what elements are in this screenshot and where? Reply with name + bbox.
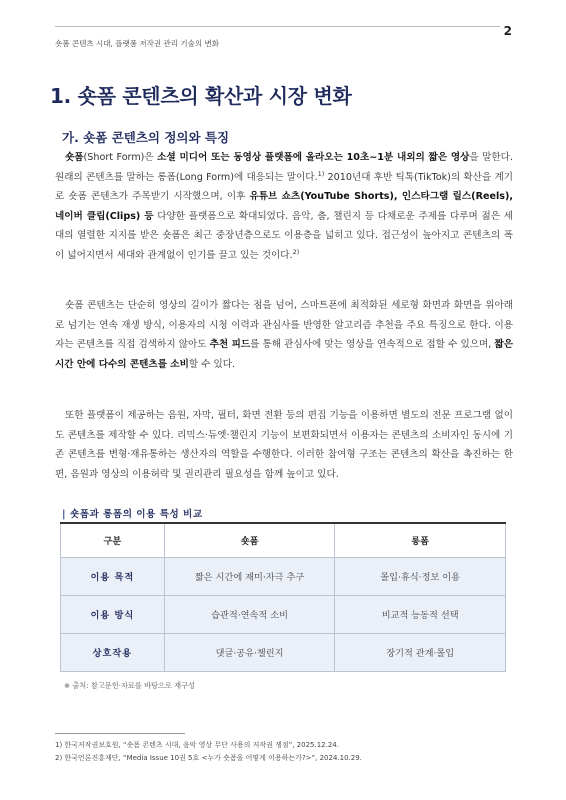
row-label: 이용 목적 bbox=[61, 557, 165, 595]
text-span: 숏폼 콘텐츠는 단순히 영상의 길이가 짧다는 점을 넘어, 스마트폰에 최적화된 세로형 화면과 화면을 위아래로 넘기는 연속 재생 방식, 이용자의 시청 이력과 관심사를 반영한 알고리즘 추천을 주요 특징으로 한다. 이용자는 콘텐츠를 직접 검색하지 않아도 bbox=[55, 300, 513, 350]
table-header-row bbox=[61, 523, 506, 557]
table-caption bbox=[62, 506, 203, 520]
table-cell: 몰입·휴식·정보 이용 bbox=[335, 557, 506, 595]
text-span: 2010년대 후반 틱톡(TikTok)의 확산을 계기로 숏폼 콘텐츠가 주목받기 시작했으며, 이후 bbox=[55, 171, 513, 202]
section-title: 가. 숏폼 콘텐츠의 정의와 특징 bbox=[62, 130, 230, 145]
text-span: 또한 플랫폼이 제공하는 음원, 자막, 필터, 화면 전환 등의 편집 기능을 이용하면 별도의 전문 프로그램 없이도 콘텐츠를 제작할 수 있다. 리믹스·듀엣·챌린지 기능이 보편화되면서 이용자는 콘텐츠의 소비자인 동시에 기존 콘텐츠를 변형·재유통하는 생산자의 역할을 수행한다. 이러한 참여형 구조는 콘텐츠의 확산을 촉진하는 한편, 음원과 영상의 이용허락 및 권리관리 필요성을 함께 높이고 있다. bbox=[55, 410, 513, 480]
bold-phrase: 소셜 미디어 또는 동영상 플랫폼에 올라오는 10초~1분 내외의 짧은 영상 bbox=[157, 152, 470, 163]
text-span: 할 수 있다. bbox=[188, 358, 236, 370]
table-cell: 비교적 능동적 선택 bbox=[335, 595, 506, 633]
bold-phrase: 추천 피드 bbox=[209, 339, 251, 350]
text-span: 를 통해 관심사에 맞는 영상을 연속적으로 접할 수 있으며, bbox=[250, 339, 495, 350]
footnote-ref-1[interactable]: 1) bbox=[317, 169, 325, 178]
table-cell: 장기적 관계·몰입 bbox=[335, 633, 506, 671]
table-row bbox=[61, 595, 506, 633]
text-span: 다양한 플랫폼으로 확대되었다. 음악, 춤, 챌린지 등 다채로운 주제를 다루며 젊은 세대의 열렬한 지지를 받은 숏폼은 최근 중장년층으로도 이용층을 넓히고 있다. 접근성이 높아지고 콘텐츠의 폭이 넓어지면서 세대와 관계없이 인기를 끌고 있는 것이다. bbox=[55, 210, 513, 261]
bold-phrase: 유튜브 쇼츠(YouTube Shorts), 인스타그램 릴스(Reels), 네이버 클립(Clips) 등 bbox=[55, 191, 513, 222]
running-header: 숏폼 콘텐츠 시대, 플랫폼 저작권 관리 기술의 변화 bbox=[55, 39, 219, 48]
text-span: (Short Form)은 bbox=[83, 152, 158, 163]
footnotes bbox=[55, 739, 362, 764]
header-cell: 구분 bbox=[61, 523, 165, 557]
footnote-rule bbox=[55, 733, 185, 734]
table-cell: 습관적·연속적 소비 bbox=[164, 595, 335, 633]
header-rule bbox=[55, 26, 500, 27]
page-number: 2 bbox=[503, 24, 512, 38]
footnote-ref-2[interactable]: 2) bbox=[292, 247, 300, 256]
header-cell: 롱폼 bbox=[335, 523, 506, 557]
paragraph-definition bbox=[55, 148, 513, 265]
bold-phrase: 짧은 시간 안에 다수의 콘텐츠를 소비 bbox=[55, 339, 513, 370]
paragraph-features bbox=[55, 296, 513, 374]
table-row bbox=[61, 633, 506, 671]
bold-term: 숏폼 bbox=[65, 152, 84, 163]
comparison-table bbox=[60, 522, 506, 672]
chapter-title: 1. 숏폼 콘텐츠의 확산과 시장 변화 bbox=[50, 84, 352, 108]
table-cell: 짧은 시간에 재미·자극 추구 bbox=[164, 557, 335, 595]
caption-bar: | bbox=[62, 509, 67, 520]
paragraph-participation bbox=[55, 406, 513, 484]
footnote-2: 2) 한국언론진흥재단, “Media Issue 10권 5호 <누가 숏폼을 어떻게 이용하는가?>”, 2024.10.29. bbox=[55, 753, 362, 762]
row-label: 이용 방식 bbox=[61, 595, 165, 633]
header-cell: 숏폼 bbox=[164, 523, 335, 557]
table-row bbox=[61, 557, 506, 595]
caption-text: 숏폼과 롱폼의 이용 특성 비교 bbox=[70, 509, 203, 520]
text-span: 을 말한다. 원래의 콘텐츠를 말하는 롱폼(Long Form)에 대응되는 말이다. bbox=[55, 152, 513, 183]
source-note: ※ 출처: 참고문헌·자료를 바탕으로 재구성 bbox=[64, 681, 195, 690]
footnote-1: 1) 한국저작권보호원, “숏폼 콘텐츠 시대, 음악 영상 무단 사용의 저작권 쟁점”, 2025.12.24. bbox=[55, 741, 339, 749]
table-cell: 댓글·공유·챌린지 bbox=[164, 633, 335, 671]
row-label: 상호작용 bbox=[61, 633, 165, 671]
